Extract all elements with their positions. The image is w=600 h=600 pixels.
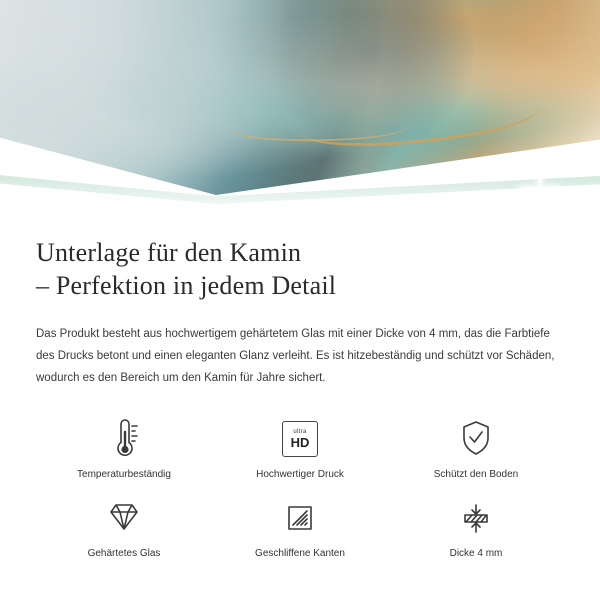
feature-label-tempered-glass: Gehärtetes Glas <box>87 547 161 559</box>
feature-item-floor-protection <box>388 416 564 481</box>
description-paragraph: Das Produkt besteht aus hochwertigem gehärtetem Glas mit einer Dicke von 4 mm, das die Farbtiefe des Drucks betont und einen eleganten Glanz verleiht. Es ist hitzebeständig und schützt vor Schäden, wodurch es den Bereich um den Kamin für Jahre sichert. <box>36 327 555 385</box>
feature-item-temperature <box>36 416 212 481</box>
thickness-icon <box>456 495 496 541</box>
feature-item-thickness <box>388 495 564 560</box>
feature-label-thickness: Dicke 4 mm <box>449 547 503 559</box>
footer-spacer <box>0 582 600 600</box>
shield-check-icon <box>456 416 496 462</box>
feature-label-polished-edges: Geschliffene Kanten <box>255 547 345 559</box>
ultra-hd-icon <box>282 416 318 462</box>
feature-label-floor-protection: Schützt den Boden <box>433 468 519 480</box>
page-title-line-1: Unterlage für den Kamin <box>36 238 302 267</box>
feature-label-print-quality: Hochwertiger Druck <box>256 468 344 480</box>
feature-item-print-quality <box>212 416 388 481</box>
feature-grid <box>36 416 564 560</box>
page-title-line-2: – Perfektion in jedem Detail <box>36 271 337 301</box>
ultra-hd-badge-top: ultra <box>293 428 307 435</box>
hero-image <box>0 0 600 218</box>
feature-item-tempered-glass <box>36 495 212 560</box>
diamond-icon <box>103 495 145 541</box>
feature-item-polished-edges <box>212 495 388 560</box>
feature-label-temperature: Temperaturbeständig <box>77 468 171 480</box>
thermometer-icon <box>104 416 144 462</box>
page-title <box>36 236 564 303</box>
content-area <box>0 236 600 560</box>
polished-edges-icon <box>280 495 320 541</box>
ultra-hd-badge-bottom: HD <box>290 434 310 450</box>
